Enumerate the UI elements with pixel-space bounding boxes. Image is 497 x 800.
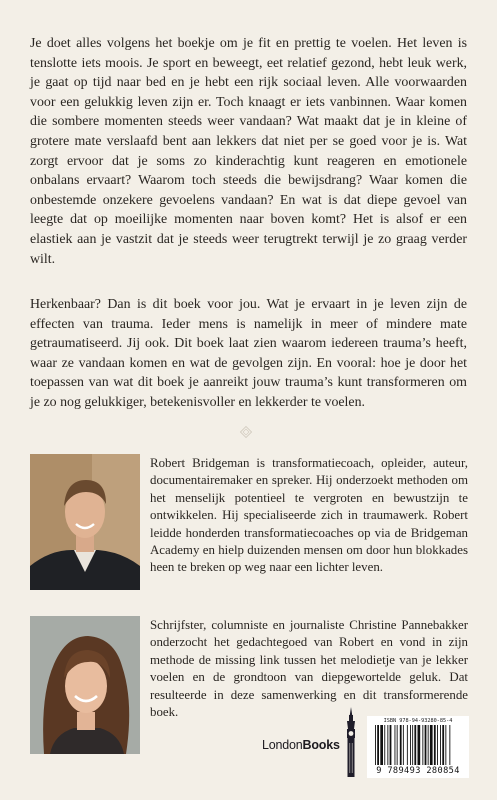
barcode-bar bbox=[387, 725, 388, 765]
barcode-bar bbox=[397, 725, 398, 765]
barcode-bar bbox=[437, 725, 438, 765]
barcode-bar bbox=[390, 725, 392, 765]
barcode-bar bbox=[425, 725, 427, 765]
author-photo-christine bbox=[30, 616, 140, 754]
intro-paragraph-2: Herkenbaar? Dan is dit boek voor jou. Wat je ervaart in je leven zijn de effecten van trauma. Ieder mens is namelijk in meer of mindere mate getraumatiseerd. Jij ook. Dit boek laat zien waarom iedereen trauma’s heeft, waar ze vandaan komen en wat de gevolgen zijn. En vooral: hoe je door het toepassen van wat dit boek je aanreikt jouw trauma’s kunt transformeren om je zo nog gelukkiger, betekenisvoller en lekkerder te voelen. bbox=[30, 297, 467, 410]
author-bio-robert: Robert Bridgeman is transformatiecoach, opleider, auteur, documentairemaker en spreker. Hij onderzoekt methoden om het menselijk potentieel te vergroten en bewustzijn te ontwikkelen. Hij specialiseerde zich in traumawerk. Robert leidde honderden transformatiecoaches op via de Bridgeman Academy en hielp duizenden mensen om door hun blokkades heen te breken op weg naar een lichter leven. bbox=[150, 456, 468, 575]
publisher-logo bbox=[262, 738, 340, 752]
barcode-bar bbox=[428, 725, 429, 765]
barcode-bar bbox=[449, 725, 450, 765]
barcode-bar bbox=[434, 725, 436, 765]
barcode-bar bbox=[377, 725, 379, 765]
barcode-bar bbox=[403, 725, 404, 765]
barcode-bar bbox=[410, 725, 411, 765]
barcode-bar bbox=[407, 725, 408, 765]
barcode-bar bbox=[380, 725, 383, 765]
diamond-ornament-icon bbox=[240, 426, 252, 438]
barcode-bar bbox=[445, 725, 446, 765]
isbn-digits: 9 789493 280854 bbox=[376, 766, 460, 776]
barcode-bar bbox=[440, 725, 441, 765]
barcode-bar bbox=[430, 725, 433, 765]
barcode-bar bbox=[442, 725, 444, 765]
publisher-name-bold: Books bbox=[302, 738, 340, 752]
author-bio-christine: Schrijfster, columniste en journaliste Christine Pannebakker onderzocht het gedachtegoed van Robert en vond in zijn methode de missing link tussen het melodietje van je lekker voelen en de grondtoon van diepgewortelde geluk. Dat resulteerde in deze samenwerking en dit transformerende boek. bbox=[150, 618, 468, 720]
publisher-name-regular: London bbox=[262, 738, 303, 752]
isbn-barcode bbox=[367, 716, 469, 778]
big-ben-tower-icon bbox=[343, 707, 359, 777]
barcode-bar bbox=[395, 725, 396, 765]
barcode-bar bbox=[414, 725, 416, 765]
isbn-label: ISBN 978-94-93280-85-4 bbox=[383, 718, 453, 724]
barcode-bar bbox=[375, 725, 376, 765]
barcode-bar bbox=[418, 725, 421, 765]
barcode-bar bbox=[384, 725, 385, 765]
barcode-bar bbox=[412, 725, 413, 765]
author-photo-robert bbox=[30, 454, 140, 590]
intro-paragraph-1: Je doet alles volgens het boekje om je fit en prettig te voelen. Het leven is tenslotte iets moois. Je sport en beweegt, eet relatief gezond, hebt leuk werk, je gaat op tijd naar bed en je hebt een rijk sociaal leven. Alle voorwaarden voor een gelukkig leven zijn er. Toch knaagt er iets vanbinnen. Waar komen die sombere momenten steeds weer vandaan? Wat maakt dat je in kleine of grotere mate verslaafd bent aan lekkers dat niet per se goed voor je is. Wat zorgt ervoor dat je soms zo kinderachtig kunt reageren en emotionele onbalans ervaart? Waarom toch steeds die bewijsdrang? Waar komen die onbestemde onzekere gevoelens vandaan? En wat is dat diepe gevoel van leegte dat op moeilijke momenten naar boven komt? Het is alsof er een elastiek aan je vastzit dat je steeds weer terugtrekt terwijl je zo graag verder wilt. bbox=[30, 36, 467, 267]
barcode-bar bbox=[400, 725, 402, 765]
barcode-bar bbox=[422, 725, 423, 765]
